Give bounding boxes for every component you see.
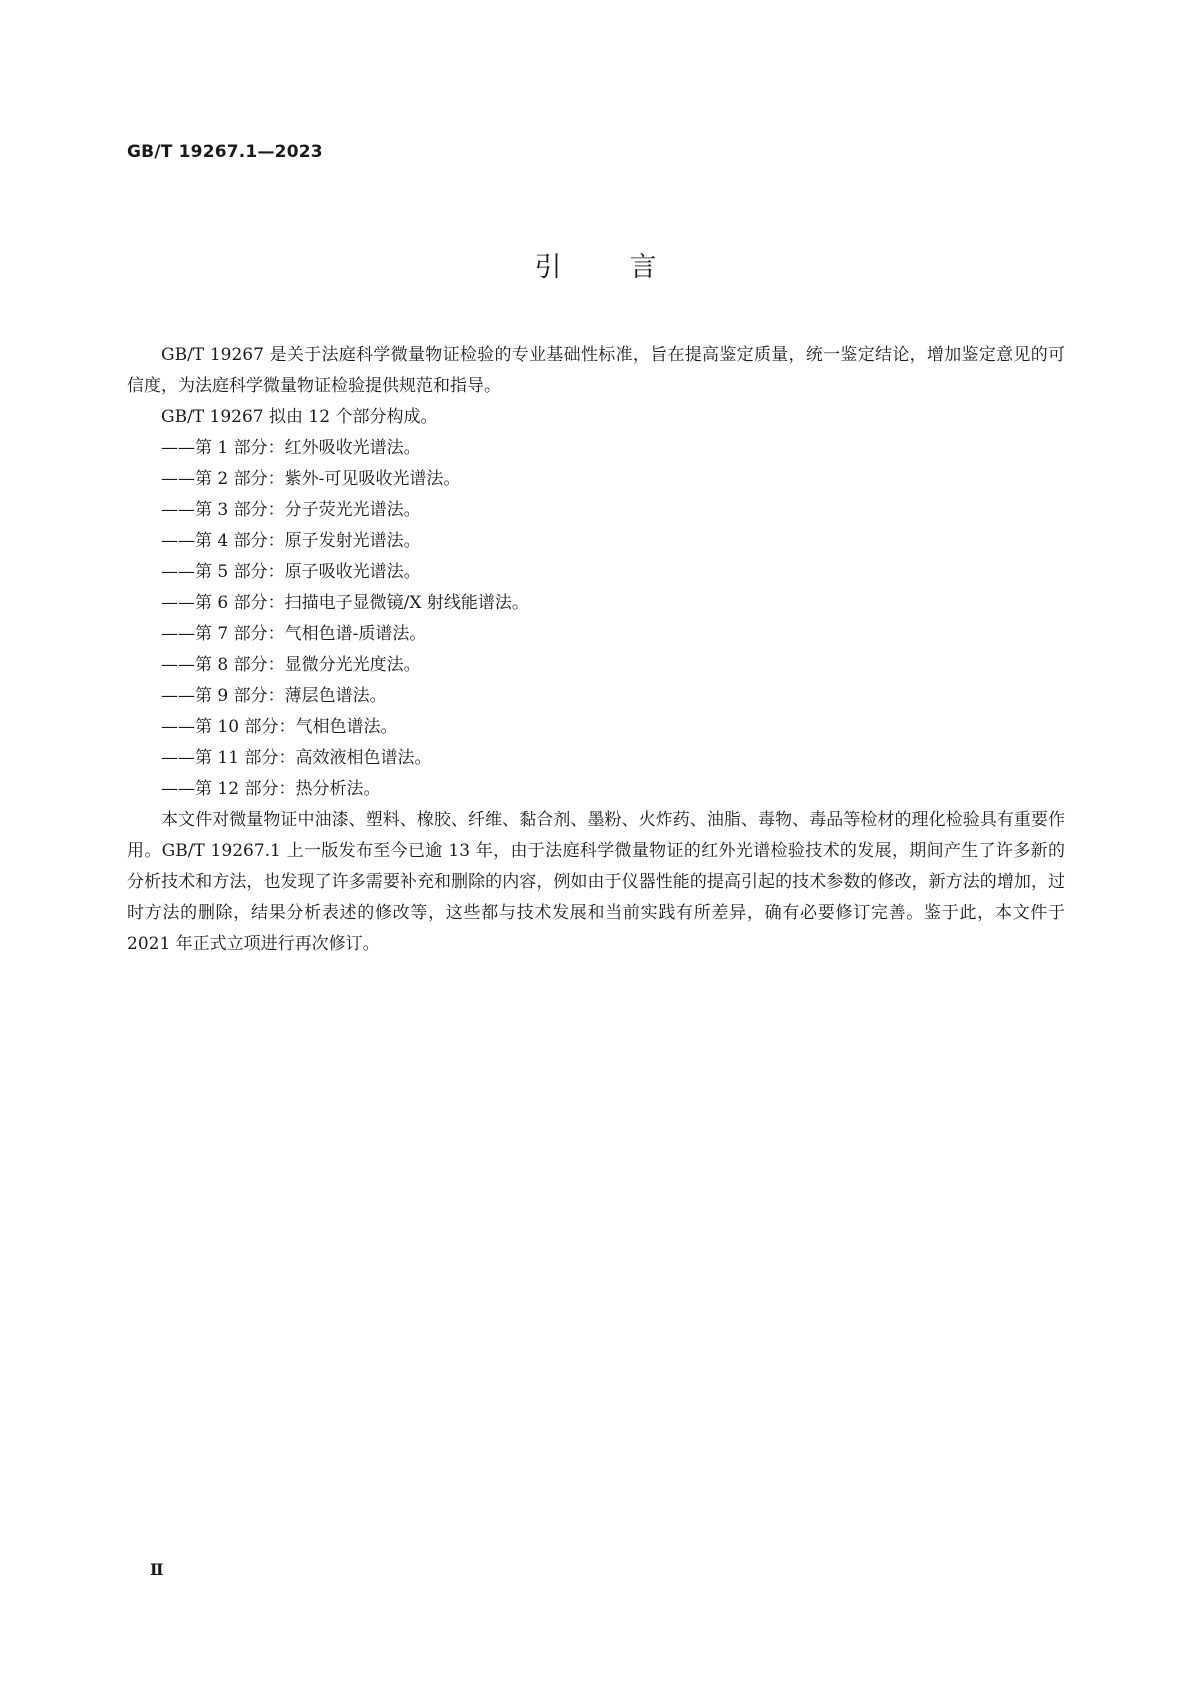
list-item: ——第 11 部分：高效液相色谱法。 — [161, 748, 432, 768]
structure-paragraph: GB/T 19267 拟由 12 个部分构成。 — [161, 407, 438, 427]
list-item: ——第 3 部分：分子荧光光谱法。 — [161, 500, 421, 520]
list-item: ——第 8 部分：显微分光光度法。 — [161, 655, 421, 675]
list-item: ——第 1 部分：红外吸收光谱法。 — [161, 438, 421, 458]
section-title-introduction: 引言 — [534, 252, 725, 283]
list-item: ——第 5 部分：原子吸收光谱法。 — [161, 562, 421, 582]
standard-number-header: GB/T 19267.1—2023 — [127, 142, 323, 162]
list-item: ——第 9 部分：薄层色谱法。 — [161, 686, 387, 706]
list-item: ——第 4 部分：原子发射光谱法。 — [161, 531, 421, 551]
intro-paragraph: GB/T 19267 是关于法庭科学微量物证检验的专业基础性标准，旨在提高鉴定质量，统一鉴定结论，增加鉴定意见的可信度，为法庭科学微量物证检验提供规范和指导。 — [127, 345, 1065, 396]
list-item: ——第 12 部分：热分析法。 — [161, 779, 381, 799]
list-item: ——第 10 部分：气相色谱法。 — [161, 717, 398, 737]
list-item: ——第 7 部分：气相色谱-质谱法。 — [161, 624, 427, 644]
list-item: ——第 6 部分：扫描电子显微镜/X 射线能谱法。 — [161, 593, 529, 613]
page-number: Ⅱ — [150, 1560, 164, 1579]
parts-list — [127, 433, 1065, 805]
closing-paragraph: 本文件对微量物证中油漆、塑料、橡胶、纤维、黏合剂、墨粉、火炸药、油脂、毒物、毒品等检材的理化检验具有重要作用。GB/T 19267.1 上一版发布至今已逾 13 年，由于法庭科学微量物证的红外光谱检验技术的发展，期间产生了许多新的分析技术和方法，也发现了许多需要补充和删除的内容，例如由于仪器性能的提高引起的技术参数的修改，新方法的增加，过时方法的删除，结果分析表述的修改等，这些都与技术发展和当前实践有所差异，确有必要修订完善。鉴于此，本文件于 2021 年正式立项进行再次修订。 — [127, 810, 1065, 954]
introduction-body — [127, 340, 1065, 960]
list-item: ——第 2 部分：紫外-可见吸收光谱法。 — [161, 469, 461, 489]
